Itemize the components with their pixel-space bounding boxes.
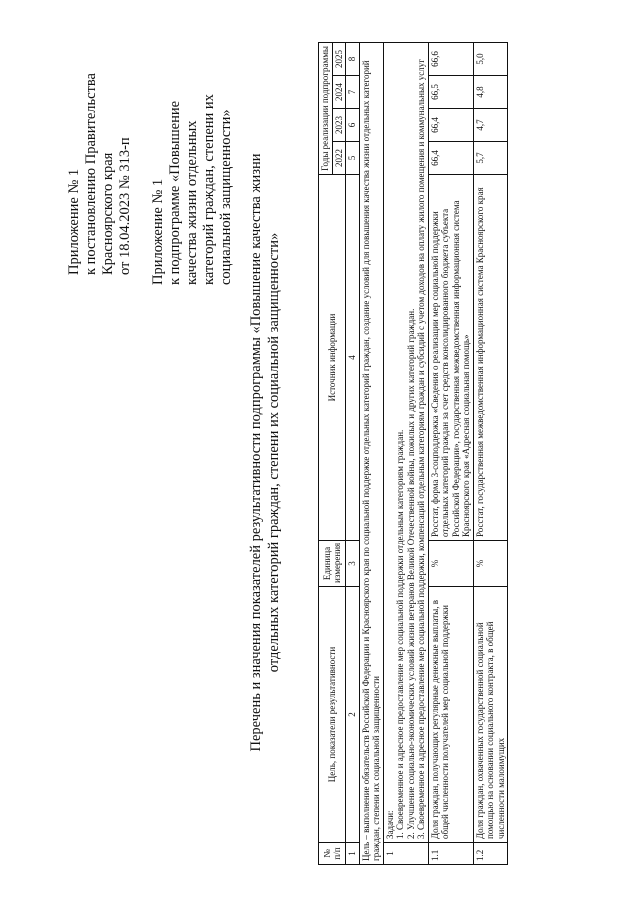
row-value-2025: 66,6 [428,42,473,75]
appendix-sub-header [150,94,235,285]
header-goal: Цель, показатели результативности [319,587,346,843]
row-indicator: Доля граждан, охваченных государственной социальной помощью на основании социального контракта, в общей численности малоимущих [473,587,508,843]
appendix-sub-line: качества жизни отдельных [184,120,200,285]
table-row [428,42,473,864]
appendix-main-line: Красноярского края [100,152,116,275]
tasks-label: Задачи: [384,810,395,839]
appendix-sub-line: категорий граждан, степени их [201,94,217,285]
row-value-2023: 4,7 [473,109,508,142]
row-num: 1.1 [428,843,473,865]
row-value-2025: 5,0 [473,42,508,75]
column-number: 3 [346,541,360,587]
title-line: отдельных категорий граждан, степени их социальной защищенности» [266,232,282,673]
appendix-sub-line: социальной защищенности» [218,109,234,285]
indicators-table [318,42,508,865]
column-number: 5 [346,142,360,175]
column-number: 1 [346,843,360,865]
row-num: 1.2 [473,843,508,865]
row-unit: % [473,541,508,587]
row-value-2024: 4,8 [473,76,508,109]
header-unit: Единица измерения [319,541,346,587]
header-years: Годы реализации подпрограммы [319,42,333,174]
title-line: Перечень и значения показателей результативности подпрограммы «Повышение качества жизни [248,153,264,752]
appendix-main-line: Приложение № 1 [66,168,82,275]
header-num: № п/п [319,843,346,865]
tasks-num: 1 [383,843,428,865]
document-title [247,0,283,905]
header-year-2024: 2024 [332,76,346,109]
row-value-2023: 66,4 [428,109,473,142]
header-year-2023: 2023 [332,109,346,142]
table-row [473,42,508,864]
tasks-cell [383,42,428,842]
column-number-row [346,42,360,864]
goal-row [359,42,383,864]
row-indicator: Доля граждан, получающих регулярные денежные выплаты, в общей численности получателей мер социальной поддержки [428,587,473,843]
header-source: Источник информации [319,175,346,541]
row-value-2024: 66,5 [428,76,473,109]
row-source: Росстат, форма 3-соцподдержка «Сведения о реализации мер социальной поддержки отдельных категорий граждан за счет средств консолидированного бюджета субъекта Российской Федерации», государственная межведомственная информационная система Красноярского края «Адресная социальная помощь» [428,175,473,541]
goal-text: Цель – выполнение обязательств Российской Федерации и Красноярского края по социальной поддержке отдельных категорий граждан, создание условий для повышения качества жизни отдельных категорий граждан, степени их социальной защищенности [359,42,383,864]
column-number: 6 [346,109,360,142]
appendix-main-header [66,73,134,275]
column-number: 7 [346,76,360,109]
header-row [319,42,333,864]
appendix-sub-line: Приложение № 1 [150,178,166,285]
row-unit: % [428,541,473,587]
appendix-main-line: к постановлению Правительства [83,73,99,275]
column-number: 8 [346,42,360,75]
row-value-2022: 66,4 [428,142,473,175]
row-value-2022: 5,7 [473,142,508,175]
appendix-main-line: от 18.04.2023 № 313-п [117,137,133,275]
header-year-2022: 2022 [332,142,346,175]
task-item: 1. Своевременное и адресное предоставление мер социальной поддержки отдельным категориям граждан. [395,429,405,839]
column-number: 4 [346,175,360,541]
tasks-row [383,42,428,864]
row-source: Росстат, государственная межведомственная информационная система Красноярского края [473,175,508,541]
task-item: 2. Улучшение социально-экономических условий жизни ветеранов Великой Отечественной войны, пожилых и других категорий граждан. [405,308,416,839]
column-number: 2 [346,587,360,843]
header-year-2025: 2025 [332,42,346,75]
task-item: 3. Своевременное и адресное предоставление мер социальной поддержки, компенсаций отдельным категориям граждан и субсидий с учетом доходов на оплату жилого помещения и коммунальных услуг [416,59,426,839]
appendix-sub-line: к подпрограмме «Повышение [167,100,183,285]
